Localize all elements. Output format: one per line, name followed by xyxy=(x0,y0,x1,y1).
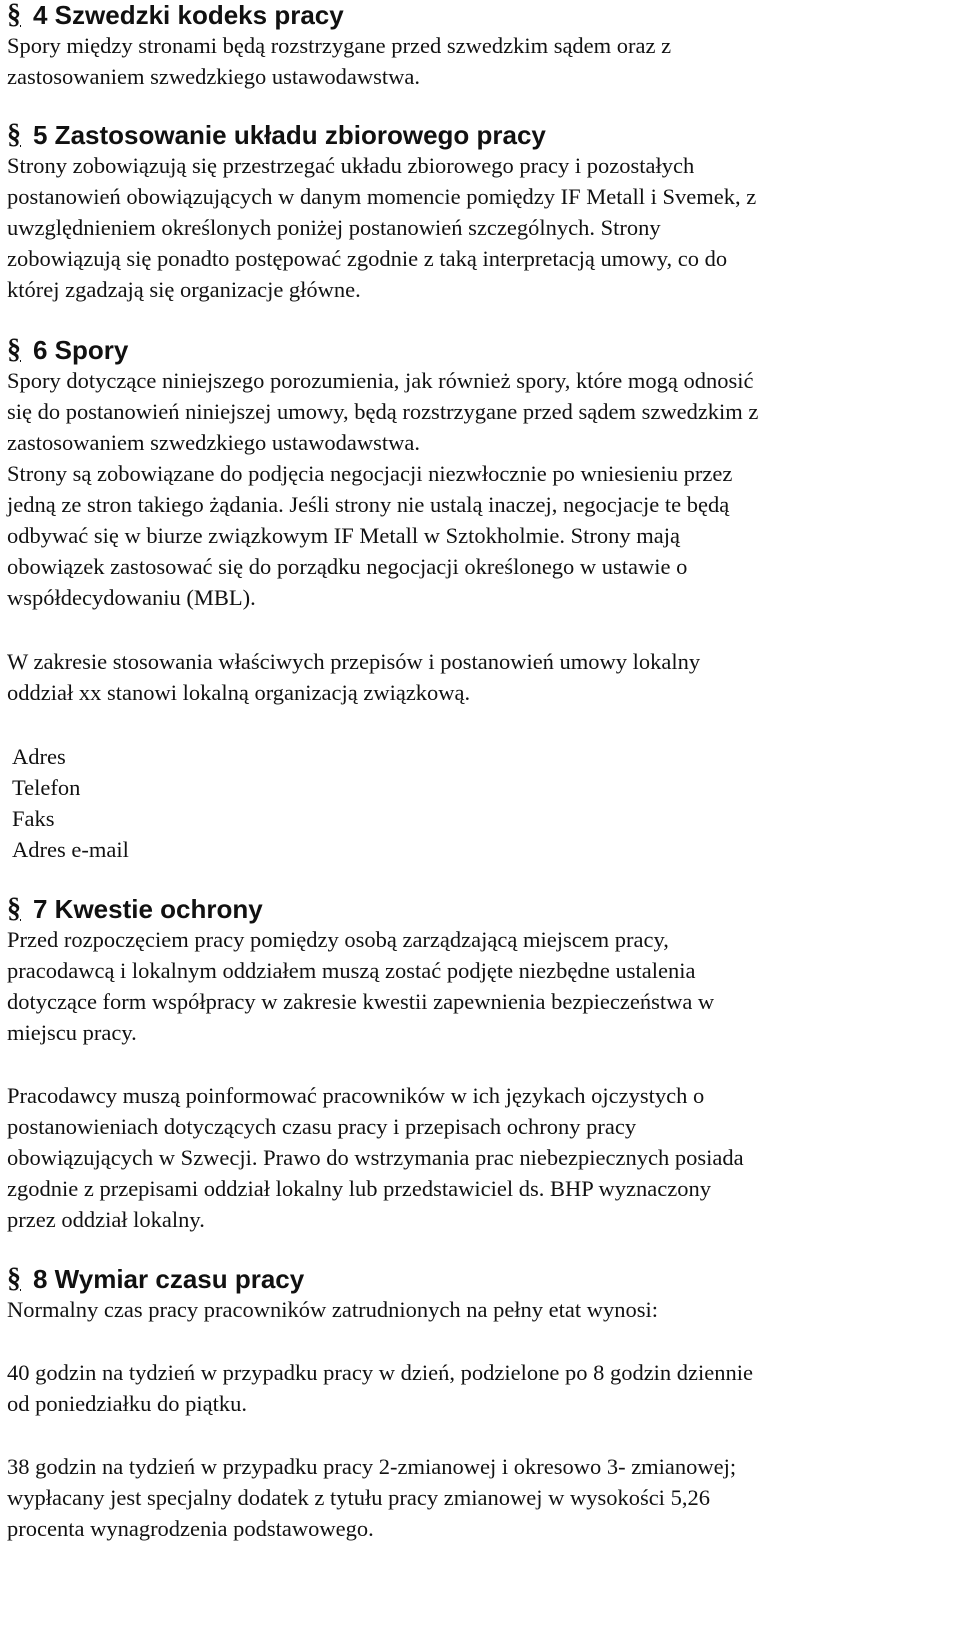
text-line: dotyczące form współpracy w zakresie kwestii zapewnienia bezpieczeństwa w xyxy=(7,989,715,1014)
text-line: W zakresie stosowania właściwych przepisów i postanowień umowy lokalny xyxy=(7,649,701,674)
text-line: 38 godzin na tydzień w przypadku pracy 2-zmianowej i okresowo 3- zmianowej; xyxy=(7,1454,737,1479)
paragraph-mark: § xyxy=(7,1263,21,1294)
text-line: Normalny czas pracy pracowników zatrudnionych na pełny etat wynosi: xyxy=(7,1297,659,1322)
section-8 xyxy=(7,1264,954,1544)
section-7-paragraph-2 xyxy=(7,1080,954,1235)
section-8-paragraph-1 xyxy=(7,1294,954,1325)
text-line: jedną ze stron takiego żądania. Jeśli strony nie ustalą inaczej, negocjacje te będą xyxy=(7,492,730,517)
section-5 xyxy=(7,120,954,305)
section-7-heading xyxy=(7,894,954,924)
contact-block xyxy=(7,741,954,865)
section-5-paragraph xyxy=(7,150,954,305)
text-line: 40 godzin na tydzień w przypadku pracy w dzień, podzielone po 8 godzin dziennie xyxy=(7,1360,754,1385)
paragraph-mark: § xyxy=(7,334,21,365)
contact-fax-label: Faks xyxy=(12,806,55,831)
text-line: Spory między stronami będą rozstrzygane przed szwedzkim sądem oraz z xyxy=(7,33,672,58)
section-5-heading xyxy=(7,120,954,150)
text-line: postanowień obowiązujących w danym momencie pomiędzy IF Metall i Svemek, z xyxy=(7,184,757,209)
text-line: zastosowaniem szwedzkiego ustawodawstwa. xyxy=(7,430,421,455)
text-line: miejscu pracy. xyxy=(7,1020,137,1045)
section-5-title: 5 Zastosowanie układu zbiorowego pracy xyxy=(33,120,546,150)
section-8-paragraph-3 xyxy=(7,1451,954,1544)
paragraph-mark: § xyxy=(7,0,21,30)
text-line: której zgadzają się organizacje główne. xyxy=(7,277,361,302)
section-7 xyxy=(7,894,954,1235)
text-line: zgodnie z przepisami oddział lokalny lub przedstawiciel ds. BHP wyznaczony xyxy=(7,1176,711,1201)
paragraph-mark: § xyxy=(7,893,21,924)
text-line: postanowieniach dotyczących czasu pracy i przepisach ochrony pracy xyxy=(7,1114,637,1139)
text-line: zastosowaniem szwedzkiego ustawodawstwa. xyxy=(7,64,421,89)
section-6-heading xyxy=(7,335,954,365)
text-line: się do postanowień niniejszej umowy, będą rozstrzygane przed sądem szwedzkim z xyxy=(7,399,759,424)
section-4-heading xyxy=(7,0,954,30)
paragraph-mark: § xyxy=(7,119,21,150)
text-line: obowiązek zastosować się do porządku negocjacji określonego w ustawie o xyxy=(7,554,688,579)
contact-phone-label: Telefon xyxy=(12,775,81,800)
text-line: procenta wynagrodzenia podstawowego. xyxy=(7,1516,374,1541)
text-line: od poniedziałku do piątku. xyxy=(7,1391,247,1416)
section-6 xyxy=(7,335,954,865)
section-4-title: 4 Szwedzki kodeks pracy xyxy=(33,0,344,30)
text-line: oddział xx stanowi lokalną organizacją związkową. xyxy=(7,680,471,705)
contact-address-label: Adres xyxy=(12,744,66,769)
section-6-title: 6 Spory xyxy=(33,335,129,365)
text-line: Spory dotyczące niniejszego porozumienia, jak również spory, które mogą odnosić xyxy=(7,368,754,393)
text-line: Przed rozpoczęciem pracy pomiędzy osobą zarządzającą miejscem pracy, xyxy=(7,927,669,952)
contact-email-label: Adres e-mail xyxy=(12,837,129,862)
section-7-title: 7 Kwestie ochrony xyxy=(33,894,263,924)
text-line: Strony są zobowiązane do podjęcia negocjacji niezwłocznie po wniesieniu przez xyxy=(7,461,733,486)
text-line: zobowiązują się ponadto postępować zgodnie z taką interpretacją umowy, co do xyxy=(7,246,728,271)
section-7-paragraph-1 xyxy=(7,924,954,1048)
text-line: Pracodawcy muszą poinformować pracowników w ich językach ojczystych o xyxy=(7,1083,705,1108)
text-line: Strony zobowiązują się przestrzegać układu zbiorowego pracy i pozostałych xyxy=(7,153,695,178)
text-line: odbywać się w biurze związkowym IF Metall w Sztokholmie. Strony mają xyxy=(7,523,680,548)
text-line: pracodawcą i lokalnym oddziałem muszą zostać podjęte niezbędne ustalenia xyxy=(7,958,696,983)
section-4-paragraph xyxy=(7,30,954,92)
text-line: wypłacany jest specjalny dodatek z tytułu pracy zmianowej w wysokości 5,26 xyxy=(7,1485,710,1510)
section-6-paragraph-2 xyxy=(7,646,954,708)
text-line: obowiązujących w Szwecji. Prawo do wstrzymania prac niebezpiecznych posiada xyxy=(7,1145,744,1170)
section-8-paragraph-2 xyxy=(7,1357,954,1419)
text-line: przez oddział lokalny. xyxy=(7,1207,205,1232)
text-line: współdecydowaniu (MBL). xyxy=(7,585,256,610)
section-8-title: 8 Wymiar czasu pracy xyxy=(33,1264,305,1294)
text-line: uwzględnieniem określonych poniżej postanowień szczególnych. Strony xyxy=(7,215,661,240)
section-4 xyxy=(7,0,954,92)
section-8-heading xyxy=(7,1264,954,1294)
section-6-paragraph xyxy=(7,365,954,613)
